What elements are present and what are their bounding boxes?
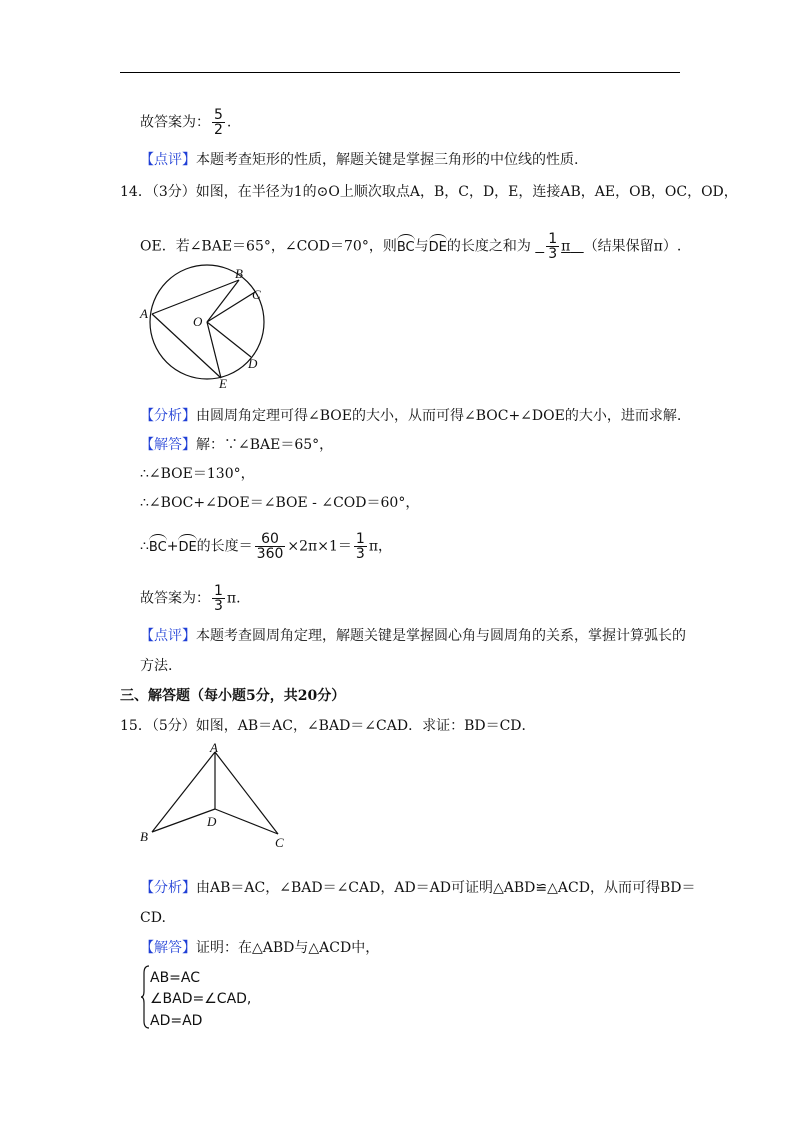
label-c: C [252,287,261,302]
q14-stem-line2: OE．若∠BAE＝65°，∠COD＝70°，则BC与DE的长度之和为 $\frac{1}{3}$ π （结果保留π）. [140,231,682,262]
q14-step3: ∴BC+DE的长度＝ $\frac{60}{360}$ ×2π×1＝ $\frac{1}{3}$ π， [140,531,393,562]
label-b: B [140,829,148,844]
q14-circle-figure [135,262,275,392]
q14-stem-line1: 14．（3分）如图，在半径为1的⊙O上顺次取点A，B，C，D，E，连接AB，AE，OB，OC，OD， [120,184,738,200]
q14-comment-line2: 方法. [140,658,173,674]
prev-answer: 故答案为： $\frac{5}{2}$ . [140,107,232,138]
q15-stem: 15．（5分）如图，AB＝AC，∠BAD＝∠CAD．求证：BD＝CD． [120,718,536,734]
system-row-1: AB=AC [150,970,201,986]
label-b: B [235,266,243,281]
q14-step2: ∴∠BOC+∠DOE＝∠BOE - ∠COD＝60°， [140,495,420,511]
q14-final-answer: 故答案为： $\frac{1}{3}$ π. [140,583,241,614]
header-rule [120,72,680,73]
section-title: 三、解答题（每小题5分，共20分） [120,688,346,704]
label-d: D [207,814,217,829]
arc-de: DE [429,238,447,258]
label-a: A [140,306,148,321]
q14-comment-line1: 【点评】本题考查圆周角定理，解题关键是掌握圆心角与圆周角的关系，掌握计算弧长的 [140,628,686,644]
label-o: O [193,314,203,329]
q14-step1: ∴∠BOE＝130°， [140,466,255,482]
label-c: C [275,835,284,850]
label-e: E [219,376,227,391]
q14-analysis: 【分析】由圆周角定理可得∠BOE的大小，从而可得∠BOC+∠DOE的大小，进而求解. [140,408,682,424]
label-d: D [248,356,258,371]
arc-bc: BC [397,238,415,258]
q15-solution: 【解答】证明：在△ABD与△ACD中， [140,940,380,956]
label-a: A [210,740,218,755]
q15-analysis-line1: 【分析】由AB＝AC，∠BAD＝∠CAD，AD＝AD可证明△ABD≌△ACD，从而可得BD＝ [140,880,696,896]
system-brace [140,965,150,1029]
q14-solution: 【解答】解：∵∠BAE＝65°， [140,437,334,453]
prev-comment: 【点评】本题考查矩形的性质，解题关键是掌握三角形的中位线的性质. [140,152,579,168]
prev-answer-fraction: $\frac{5}{2}$ [214,107,223,138]
q14-answer-blank: $\frac{1}{3}$ π [548,231,571,262]
segment-oc [207,292,255,322]
segment-od [207,322,251,357]
segment-oe [207,322,221,378]
system-row-3: AD=AD [150,1013,203,1029]
system-row-2: ∠BAD=∠CAD, [150,991,252,1007]
segment-ae [152,314,221,378]
q15-triangle-figure [135,740,295,852]
q15-analysis-line2: CD. [140,910,166,926]
